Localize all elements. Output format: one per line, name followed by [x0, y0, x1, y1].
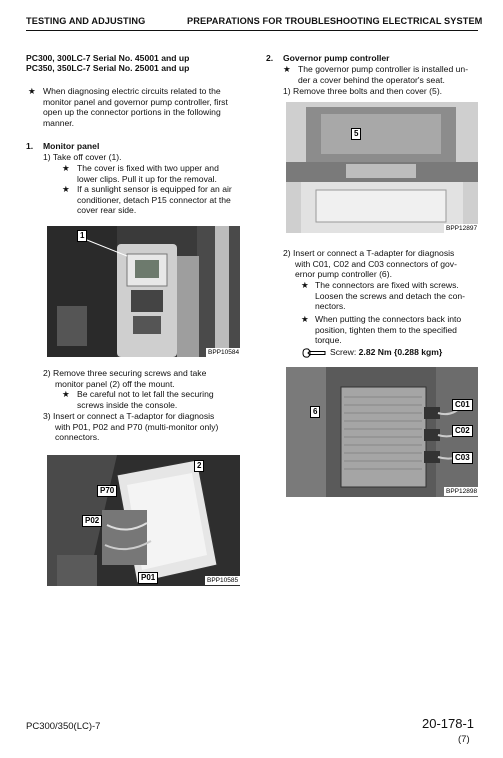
header-rule: [26, 30, 478, 31]
section2-num: 2.: [266, 53, 274, 63]
photo-code: BPP12897: [446, 225, 478, 232]
callout-6: 6: [310, 406, 320, 418]
footer-revision: (7): [458, 734, 470, 745]
photo-code: BPP12898: [446, 488, 478, 495]
note-star: ★: [283, 64, 291, 74]
photo-code: BPP10584: [208, 349, 240, 356]
section1-title: Monitor panel: [43, 141, 100, 151]
model-line-2: PC350, 350LC-7 Serial No. 25001 and up: [26, 63, 190, 73]
section2-step2: 2) Insert or connect a T-adapter for diagnosis with C01, C02 and C03 connectors of gov- ernor pump controller (6).: [283, 248, 457, 280]
photo-controller-cover: [286, 102, 478, 233]
photo-monitor-connectors: [47, 455, 240, 586]
section1-step1: 1) Take off cover (1).: [43, 152, 122, 162]
callout-5: 5: [351, 128, 361, 140]
photo-monitor-panel: [47, 226, 240, 357]
section1-step2: 2) Remove three securing screws and take monitor panel (2) off the mount.: [43, 368, 207, 389]
section2-note: The governor pump controller is installed un- der a cover behind the operator's seat.: [298, 64, 469, 85]
step2-note-2: When putting the connectors back into position, tighten them to the specified torque.: [315, 314, 462, 346]
step1-note-2: If a sunlight sensor is equipped for an air conditioner, detach P15 connector at the cover rear side.: [77, 184, 232, 216]
intro-star: ★: [28, 86, 36, 96]
callout-p70: P70: [97, 485, 117, 497]
note-star: ★: [62, 163, 70, 173]
callout-p01: P01: [138, 572, 158, 584]
model-line-1: PC300, 300LC-7 Serial No. 45001 and up: [26, 53, 190, 63]
note-star: ★: [62, 184, 70, 194]
wrench-icon: [301, 346, 327, 358]
photo-code: BPP10585: [207, 577, 239, 584]
footer-model: PC300/350(LC)-7: [26, 721, 101, 732]
callout-c01: C01: [452, 399, 473, 411]
step2-note-1: The connectors are fixed with screws. Loosen the screws and detach the con- nectors.: [315, 280, 466, 312]
step2-note: Be careful not to let fall the securing screws inside the console.: [77, 389, 214, 410]
section1-step3: 3) Insert or connect a T-adaptor for diagnosis with P01, P02 and P70 (multi-monitor only) connectors.: [43, 411, 219, 443]
note-star: ★: [301, 314, 309, 324]
callout-c02: C02: [452, 425, 473, 437]
section2-step1: 1) Remove three bolts and then cover (5).: [283, 86, 443, 96]
header-right: PREPARATIONS FOR TROUBLESHOOTING ELECTRICAL SYSTEM: [187, 16, 483, 26]
torque-spec: Screw: 2.82 Nm {0.288 kgm}: [330, 347, 443, 357]
note-star: ★: [62, 389, 70, 399]
intro-text: When diagnosing electric circuits related to the monitor panel and governor pump controller, first open up the connector portions in the following manner.: [43, 86, 228, 128]
section1-num: 1.: [26, 141, 34, 151]
photo-governor-controller: [286, 367, 478, 497]
header-left: TESTING AND ADJUSTING: [26, 16, 146, 26]
callout-2: 2: [194, 460, 204, 472]
callout-c03: C03: [452, 452, 473, 464]
step1-note-1: The cover is fixed with two upper and lower clips. Pull it up for the removal.: [77, 163, 219, 184]
footer-page-number: 20-178-1: [422, 716, 475, 731]
callout-1: 1: [77, 230, 87, 242]
section2-title: Governor pump controller: [283, 53, 390, 63]
callout-p02: P02: [82, 515, 102, 527]
note-star: ★: [301, 280, 309, 290]
